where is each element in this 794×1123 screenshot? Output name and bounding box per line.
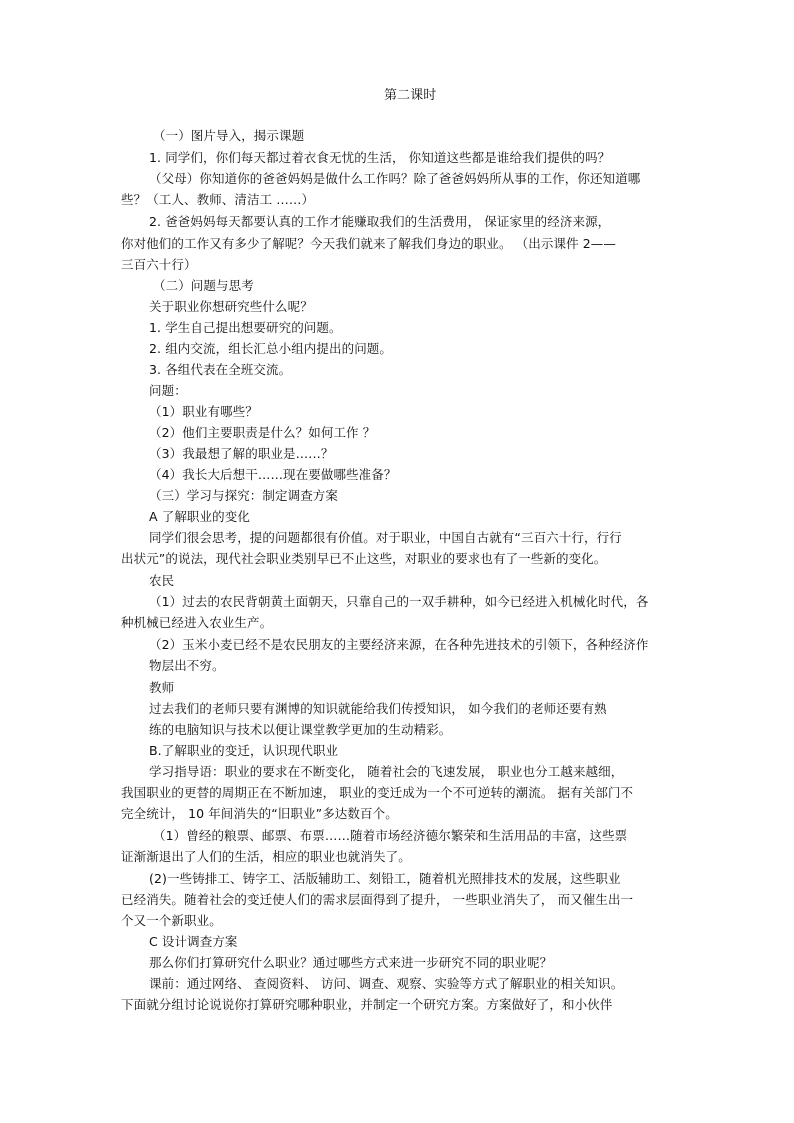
paragraph-line: 三百六十行） <box>121 257 197 272</box>
paragraph-line: 你对他们的工作又有多少了解呢？今天我们就来了解我们身边的职业。 （出示课件 2—— <box>121 236 617 251</box>
paragraph-line: 我国职业的更替的周期正在不断加速， 职业的变迁成为一个不可逆转的潮流。 据有关部门不 <box>121 785 634 800</box>
page-title: 第二课时 <box>384 88 437 103</box>
paragraph-line: 2. 爸爸妈妈每天都要认真的工作才能赚取我们的生活费用， 保证家里的经济来源， <box>149 214 611 229</box>
section-heading: （一）图片导入，揭示课题 <box>153 128 305 143</box>
subsection-heading: C 设计调查方案 <box>149 934 238 949</box>
subsection-heading: B.了解职业的变迁，认识现代职业 <box>149 743 339 758</box>
paragraph-line: 出状元”的说法，现代社会职业类别早已不止这些，对职业的要求也有了一些新的变化。 <box>121 551 607 566</box>
section-heading: （三）学习与探究：制定调查方案 <box>149 488 339 503</box>
paragraph-line: （1）过去的农民背朝黄土面朝天，只靠自己的一双手耕种，如今已经进入机械化时代，各 <box>149 594 649 609</box>
paragraph-line: 下面就分组讨论说说你打算研究哪种职业，并制定一个研究方案。方案做好了，和小伙伴 <box>121 997 613 1012</box>
list-item: 1. 学生自己提出想要研究的问题。 <box>149 320 342 335</box>
paragraph-line: 些？（工人、教师、清洁工 ……） <box>121 192 315 207</box>
list-item: （2）他们主要职责是什么？如何工作 ？ <box>149 425 376 440</box>
paragraph-line: 物层出不穷。 <box>149 658 225 673</box>
paragraph-line: 学习指导语：职业的要求在不断变化， 随着社会的飞速发展， 职业也分工越来越细， <box>149 764 624 779</box>
subsection-heading: A 了解职业的变化 <box>149 509 250 524</box>
list-item: 3. 各组代表在全班交流。 <box>149 362 292 377</box>
list-item: （3）我最想了解的职业是……？ <box>149 446 334 461</box>
paragraph-line: 1. 同学们，你们每天都过着衣食无忧的生活， 你知道这些都是谁给我们提供的吗？ <box>149 150 611 165</box>
paragraph-line: 完全统计， 10 年间消失的“旧职业”多达数百个。 <box>121 806 398 821</box>
paragraph-line: 同学们很会思考，提的问题都很有价值。对于职业，中国自古就有“三百六十行，行行 <box>149 530 622 545</box>
list-item: （1）职业有哪些？ <box>149 404 258 419</box>
paragraph-line: (2)一些铸排工、铸字工、活版辅助工、刻铅工，随着机光照排技术的发展，这些职业 <box>149 871 621 886</box>
section-heading: （二）问题与思考 <box>153 278 254 293</box>
paragraph-line: （1）曾经的粮票、邮票、布票……随着市场经济德尔繁荣和生活用品的丰富，这些票 <box>153 828 628 843</box>
paragraph-line: 关于职业你想研究些什么呢？ <box>149 299 313 314</box>
paragraph-line: 问题： <box>149 383 187 398</box>
paragraph-line: （父母）你知道你的爸爸妈妈是做什么工作吗？除了爸爸妈妈所从事的工作，你还知道哪 <box>149 171 641 186</box>
paragraph-line: 过去我们的老师只要有渊博的知识就能给我们传授知识， 如今我们的老师还要有熟 <box>149 701 607 716</box>
paragraph-line: 课前：通过网络、 查阅资料、 访问、调查、观察、实验等方式了解职业的相关知识。 <box>149 976 624 991</box>
list-item: 2. 组内交流，组长汇总小组内提出的问题。 <box>149 341 393 356</box>
list-item: （4）我长大后想干……现在要做哪些准备？ <box>149 467 397 482</box>
paragraph-line: 个又一个新职业。 <box>121 913 222 928</box>
paragraph-line: 那么你们打算研究什么职业？通过哪些方式来进一步研究不同的职业呢？ <box>149 955 553 970</box>
paragraph-line: 种机械已经进入农业生产。 <box>121 615 273 630</box>
paragraph-line: 证渐渐退出了人们的生活，相应的职业也就消失了。 <box>121 849 411 864</box>
subsection-heading: 教师 <box>149 680 175 695</box>
paragraph-line: 已经消失。随着社会的变迁使人们的需求层面得到了提升， 一些职业消失了， 而又催生出一 <box>121 892 634 907</box>
paragraph-line: 练的电脑知识与技术以便让课堂教学更加的生动精彩。 <box>149 722 452 737</box>
subsection-heading: 农民 <box>149 573 175 588</box>
paragraph-line: （2）玉米小麦已经不是农民朋友的主要经济来源，在各种先进技术的引领下，各种经济作 <box>149 637 649 652</box>
